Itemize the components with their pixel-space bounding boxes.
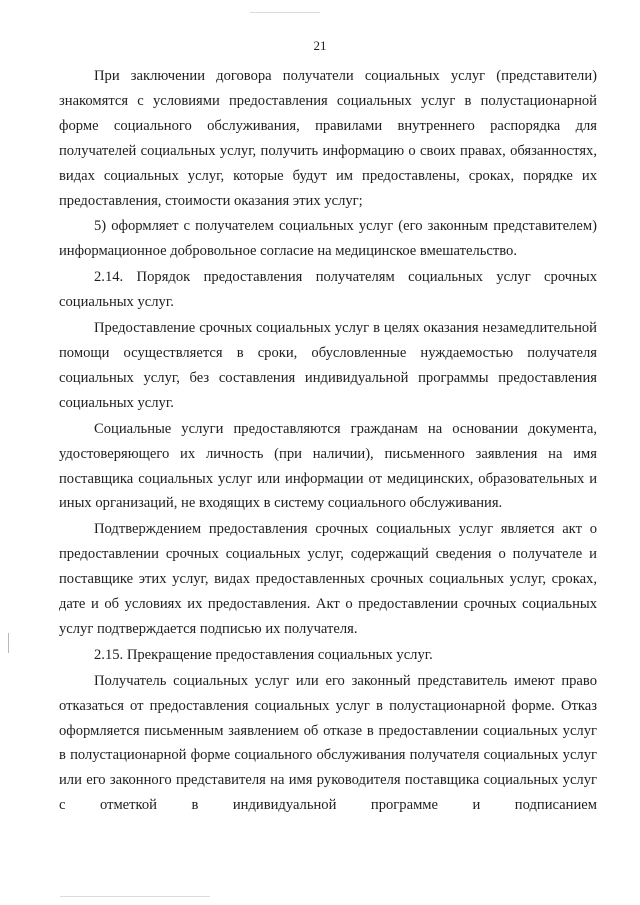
section-heading-2-14: 2.14. Порядок предоставления получателям социальных услуг срочных социальных услуг. [59, 269, 597, 311]
paragraph-contract-terms: При заключении договора получатели социальных услуг (представители) знакомятся с условиями предоставления социальных услуг в полустационарной форме социального обслуживания, правилами внутреннего распорядка для получателей социальных услуг, получить информацию о своих правах, обязанностях, видах социальных услуг, которые будут им предоставлены, сроках, порядке их предоставления, стоимости оказания этих услуг; [59, 68, 597, 209]
paragraph-refusal: Получатель социальных услуг или его законный представитель имеют право отказаться от предоставления социальных услуг в полустационарной форме. Отказ оформляется письменным заявлением об отказе в предоставлении социальных услуг в полустационарной форме социального обслуживания получателя социальных услуг или его законного представителя на имя руководителя поставщика социальных услуг с отметкой в индивидуальной программе и подписанием [59, 672, 597, 814]
document-body [59, 64, 597, 819]
paragraph-basis-documents: Социальные услуги предоставляются гражданам на основании документа, удостоверяющего их личность (при наличии), письменного заявления на имя поставщика социальных услуг или информации от медицинских, образовательных и иных организаций, не входящих в систему социального обслуживания. [59, 420, 597, 512]
section-heading-2-15: 2.15. Прекращение предоставления социальных услуг. [94, 646, 433, 663]
page-number: 21 [313, 38, 327, 53]
paragraph-urgent-services: Предоставление срочных социальных услуг в целях оказания незамедлительной помощи осуществляется в сроки, обусловленные нуждаемостью получателя социальных услуг, без составления индивидуальной программы предоставления социальных услуг. [59, 320, 597, 411]
paragraph-medical-consent: 5) оформляет с получателем социальных услуг (его законным представителем) информационное добровольное согласие на медицинское вмешательство. [59, 218, 597, 260]
paragraph-act-confirmation: Подтверждением предоставления срочных социальных услуг является акт о предоставлении срочных социальных услуг, содержащий сведения о получателе и поставщике этих услуг, видах предоставленных срочных социальных услуг, сроках, дате и об условиях их предоставления. Акт о предоставлении срочных социальных услуг подтверждается подписью их получателя. [59, 521, 597, 637]
scan-artifact-bottom [60, 896, 210, 897]
scan-artifact-left [8, 633, 9, 653]
scan-artifact-top [250, 12, 320, 13]
